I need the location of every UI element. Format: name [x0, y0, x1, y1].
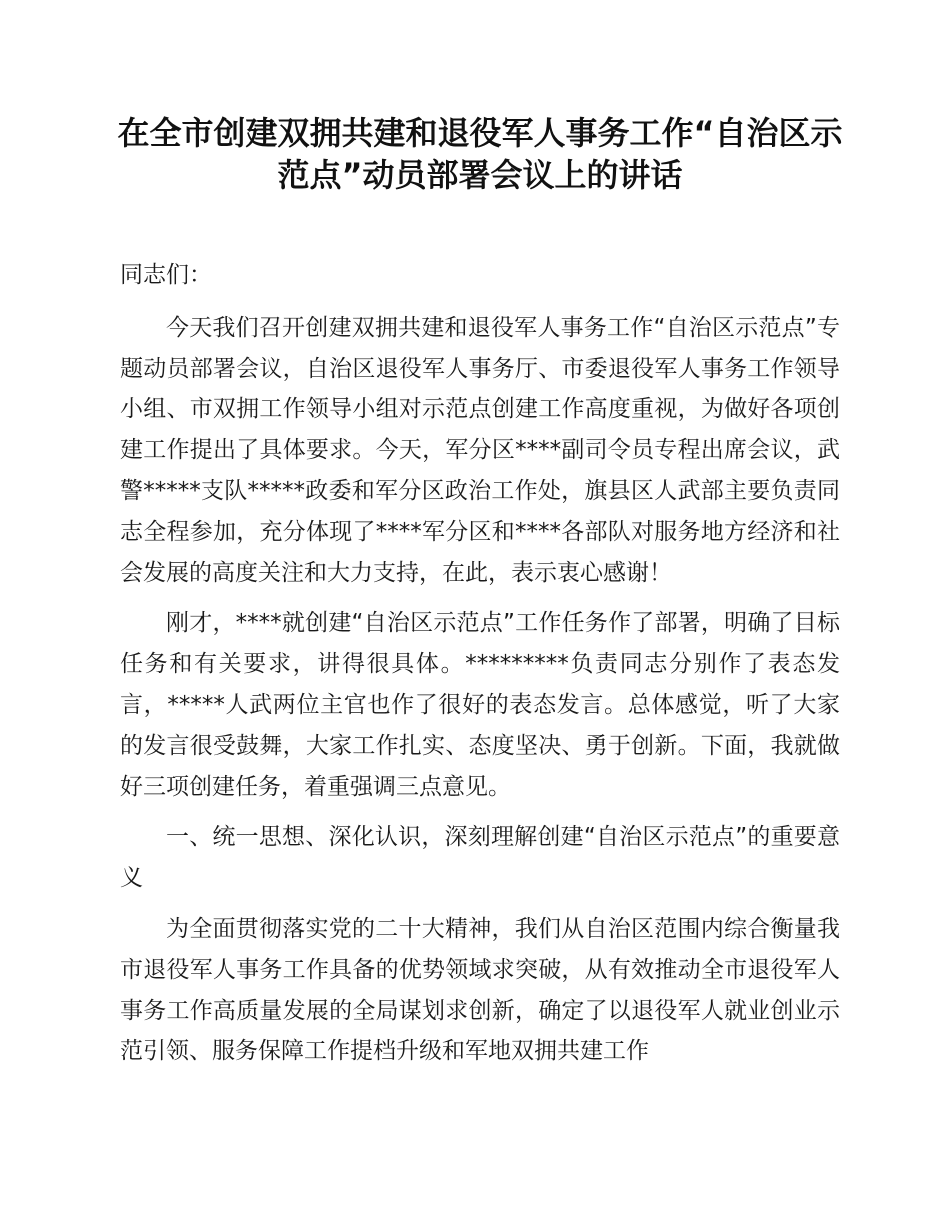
salutation: 同志们：	[120, 262, 212, 288]
paragraph-opening: 今天我们召开创建双拥共建和退役军人事务工作“自治区示范点”专题动员部署会议，自治区退役军人事务厅、市委退役军人事务工作领导小组、市双拥工作领导小组对示范点创建工作高度重视，为做好各项创建工作提出了具体要求。今天，军分区****副司令员专程出席会议，武警*****支队*****政委和军分区政治工作处，旗县区人武部主要负责同志全程参加，充分体现了****军分区和****各部队对服务地方经济和社会发展的高度关注和大力支持，在此，表示衷心感谢！	[120, 314, 840, 586]
paragraph-section-1: 为全面贯彻落实党的二十大精神，我们从自治区范围内综合衡量我市退役军人事务工作具备的优势领域求突破，从有效推动全市退役军人事务工作高质量发展的全局谋划求创新，确定了以退役军人就业创业示范引领、服务保障工作提档升级和军地双拥共建工作	[120, 915, 840, 1065]
paragraph-summary: 刚才，****就创建“自治区示范点”工作任务作了部署，明确了目标任务和有关要求，讲得很具体。*********负责同志分别作了表态发言，*****人武两位主官也作了很好的表态发言。总体感觉，听了大家的发言很受鼓舞，大家工作扎实、态度坚决、勇于创新。下面，我就做好三项创建任务，着重强调三点意见。	[120, 610, 840, 800]
document-title: 在全市创建双拥共建和退役军人事务工作“自治区示范点”动员部署会议上的讲话	[117, 114, 843, 194]
section-heading-1: 一、统一思想、深化认识，深刻理解创建“自治区示范点”的重要意义	[120, 824, 840, 892]
document-body	[120, 255, 840, 1082]
